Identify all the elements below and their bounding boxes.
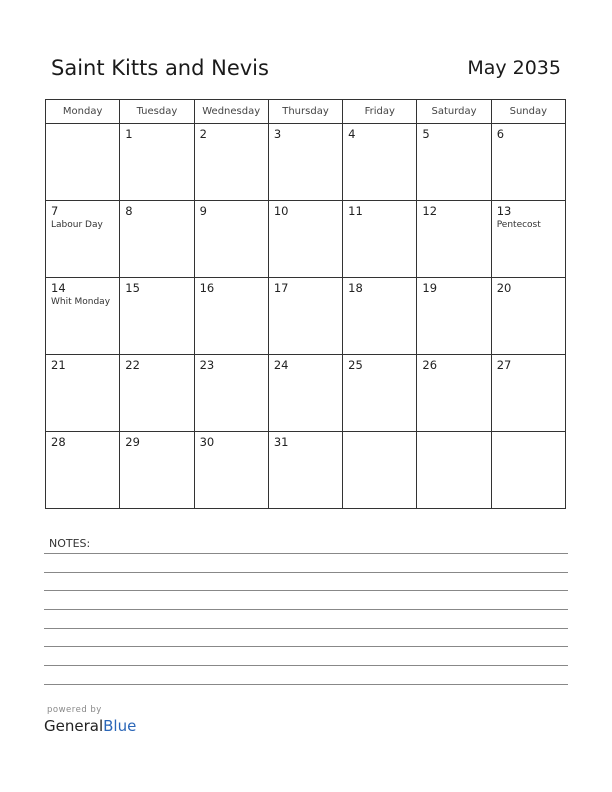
day-number: 10 [273,204,289,218]
day-number: 17 [273,281,289,295]
day-number: 25 [348,358,363,372]
calendar-day-cell [268,201,342,278]
weekday-saturday: Saturday [417,100,491,124]
holiday-label: Labour Day [51,220,103,230]
day-number: 6 [496,127,505,141]
day-number: 8 [125,204,133,218]
notes-line [44,665,568,666]
day-number: 19 [422,281,438,295]
calendar-day-cell [194,432,268,509]
day-number: 31 [273,435,289,449]
calendar-day-cell [343,432,417,509]
notes-label: NOTES: [49,537,91,550]
calendar-week-row [46,432,566,509]
calendar-day-cell [194,124,268,201]
holiday-label: Pentecost [496,220,541,230]
brand-blue: Blue [103,717,137,735]
day-number: 7 [51,204,59,218]
calendar-day-cell [343,355,417,432]
notes-line [44,553,568,554]
calendar-week-row [46,124,566,201]
calendar-day-cell [194,355,268,432]
calendar-day-cell [194,201,268,278]
generalblue-logo [44,717,136,735]
calendar-month-title: May 2035 [467,57,561,79]
calendar-day-cell [491,278,565,355]
calendar-grid [45,99,566,509]
calendar-day-cell [417,355,491,432]
day-number: 14 [51,281,66,295]
calendar-week-row [46,355,566,432]
day-number: 20 [496,281,512,295]
calendar-day-cell [417,124,491,201]
calendar-day-cell [417,432,491,509]
calendar-day-cell [491,355,565,432]
notes-line [44,572,568,573]
calendar-day-cell [491,432,565,509]
notes-line [44,628,568,629]
day-number: 26 [422,358,438,372]
calendar-day-cell [343,124,417,201]
calendar-day-cell [491,201,565,278]
calendar-day-cell [46,124,120,201]
calendar-day-cell [46,201,120,278]
calendar-day-cell [417,201,491,278]
day-number: 24 [273,358,289,372]
day-number: 30 [199,435,215,449]
weekday-wednesday: Wednesday [194,100,268,124]
calendar-day-cell [46,355,120,432]
calendar-day-cell [120,432,194,509]
calendar-day-cell [120,124,194,201]
calendar-day-cell [120,355,194,432]
day-number: 18 [348,281,363,295]
day-number: 27 [496,358,512,372]
calendar-day-cell [343,278,417,355]
calendar-day-cell [268,355,342,432]
calendar-day-cell [268,124,342,201]
day-number: 12 [422,204,438,218]
day-number: 1 [125,127,133,141]
calendar-week-row [46,201,566,278]
day-number: 9 [199,204,207,218]
calendar-day-cell [491,124,565,201]
weekday-header-row [46,100,566,124]
day-number: 23 [199,358,215,372]
day-number: 11 [348,204,363,218]
day-number: 28 [51,435,66,449]
day-number: 21 [51,358,66,372]
day-number: 3 [273,127,282,141]
notes-line [44,590,568,591]
weekday-tuesday: Tuesday [120,100,194,124]
calendar-day-cell [120,278,194,355]
brand-general: General [44,717,104,735]
day-number: 4 [348,127,356,141]
weekday-friday: Friday [343,100,417,124]
notes-line [44,646,568,647]
calendar-day-cell [46,278,120,355]
day-number: 29 [125,435,140,449]
day-number: 13 [496,204,512,218]
day-number: 15 [125,281,140,295]
calendar-day-cell [268,432,342,509]
day-number: 5 [422,127,430,141]
notes-line [44,684,568,685]
weekday-thursday: Thursday [268,100,342,124]
calendar-day-cell [46,432,120,509]
day-number: 2 [199,127,207,141]
notes-line [44,609,568,610]
weekday-monday: Monday [46,100,120,124]
calendar-day-cell [343,201,417,278]
calendar-day-cell [194,278,268,355]
calendar-day-cell [120,201,194,278]
calendar-week-row [46,278,566,355]
holiday-label: Whit Monday [51,297,111,307]
calendar-country-title: Saint Kitts and Nevis [51,56,269,80]
calendar-day-cell [417,278,491,355]
weekday-sunday: Sunday [491,100,565,124]
day-number: 16 [199,281,215,295]
day-number: 22 [125,358,140,372]
calendar-day-cell [268,278,342,355]
powered-by-label: powered by [47,705,102,715]
